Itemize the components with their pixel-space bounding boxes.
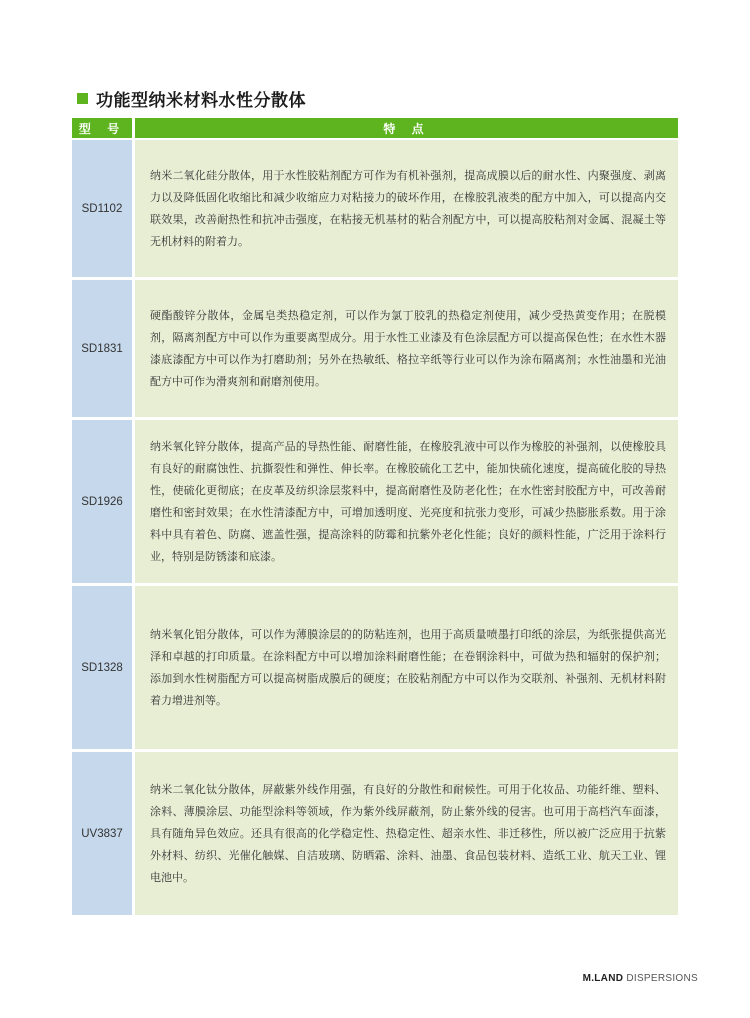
brand-label: DISPERSIONS (626, 973, 698, 984)
model-cell: UV3837 (72, 752, 132, 915)
features-cell (135, 420, 678, 583)
features-text: 纳米氧化铝分散体，可以作为薄膜涂层的的防粘连剂，也用于高质量喷墨打印纸的涂层，为纸张提供高光泽和卓越的打印质量。在涂料配方中可以增加涂料耐磨性能；在卷钢涂料中，可做为热和辐射的保护剂；添加到水性树脂配方可以提高树脂成膜后的硬度；在胶粘剂配方中可以作为交联剂、补强剂、无机材料附着力增进剂等。 (150, 627, 666, 707)
column-header-features: 特 点 (135, 118, 678, 138)
features-cell (135, 140, 678, 277)
page-heading (77, 86, 306, 111)
model-cell: SD1831 (72, 280, 132, 417)
column-header-model: 型 号 (72, 118, 132, 138)
product-table (72, 118, 678, 918)
table-row (72, 752, 678, 915)
features-cell (135, 586, 678, 749)
model-cell: SD1926 (72, 420, 132, 583)
model-cell: SD1102 (72, 140, 132, 277)
footer-brand (583, 973, 698, 984)
page-title: 功能型纳米材料水性分散体 (96, 91, 306, 111)
features-text: 硬酯酸锌分散体，金属皂类热稳定剂，可以作为氯丁胶乳的热稳定剂使用，减少受热黄变作用；在脱模剂，隔离剂配方中可以作为重要离型成分。用于水性工业漆及有色涂层配方可以提高保色性；在水性木器漆底漆配方中可以作为打磨助剂；另外在热敏纸、格拉辛纸等行业可以作为涂布隔离剂；水性油墨和光油配方中可作为滑爽剂和耐磨剂使用。 (150, 308, 666, 388)
brand-name: M.LAND (582, 973, 624, 984)
table-header (72, 118, 678, 138)
features-text: 纳米二氧化钛分散体，屏蔽紫外线作用强，有良好的分散性和耐候性。可用于化妆品、功能纤维、塑料、涂料、薄膜涂层、功能型涂料等领域，作为紫外线屏蔽剂，防止紫外线的侵害。也可用于高档汽车面漆，具有随角异色效应。还具有很高的化学稳定性、热稳定性、超亲水性、非迁移性，所以被广泛应用于抗紫外材料、纺织、光催化触媒、自洁玻璃、防晒霜、涂料、油墨、食品包装材料、造纸工业、航天工业、锂电池中。 (150, 782, 666, 884)
features-cell (135, 752, 678, 915)
table-row (72, 420, 678, 583)
table-row (72, 280, 678, 417)
green-square-icon (77, 93, 88, 104)
table-row (72, 140, 678, 277)
features-text: 纳米氧化锌分散体，提高产品的导热性能、耐磨性能，在橡胶乳液中可以作为橡胶的补强剂，以使橡胶具有良好的耐腐蚀性、抗撕裂性和弹性、伸长率。在橡胶硫化工艺中，能加快硫化速度，提高硫化胶的导热性，使硫化更彻底；在皮革及纺织涂层浆料中，提高耐磨性及防老化性；在水性密封胶配方中，可改善耐磨性和密封效果；在水性清漆配方中，可增加透明度、光亮度和抗张力变形，可减少热膨胀系数。用于涂料中具有着色、防腐、遮盖性强，提高涂料的防霉和抗紫外老化性能；良好的颜料性能，广泛用于涂料行业，特别是防锈漆和底漆。 (150, 439, 666, 563)
features-cell (135, 280, 678, 417)
model-cell: SD1328 (72, 586, 132, 749)
features-text: 纳米二氧化硅分散体，用于水性胶粘剂配方可作为有机补强剂，提高成膜以后的耐水性、内聚强度、剥离力以及降低固化收缩比和减少收缩应力对粘接力的破坏作用，在橡胶乳液类的配方中加入，可以提高内交联效果，改善耐热性和抗冲击强度，在粘接无机基材的粘合剂配方中，可以提高胶粘剂对金属、混凝土等无机材料的附着力。 (150, 168, 666, 248)
table-row (72, 586, 678, 749)
